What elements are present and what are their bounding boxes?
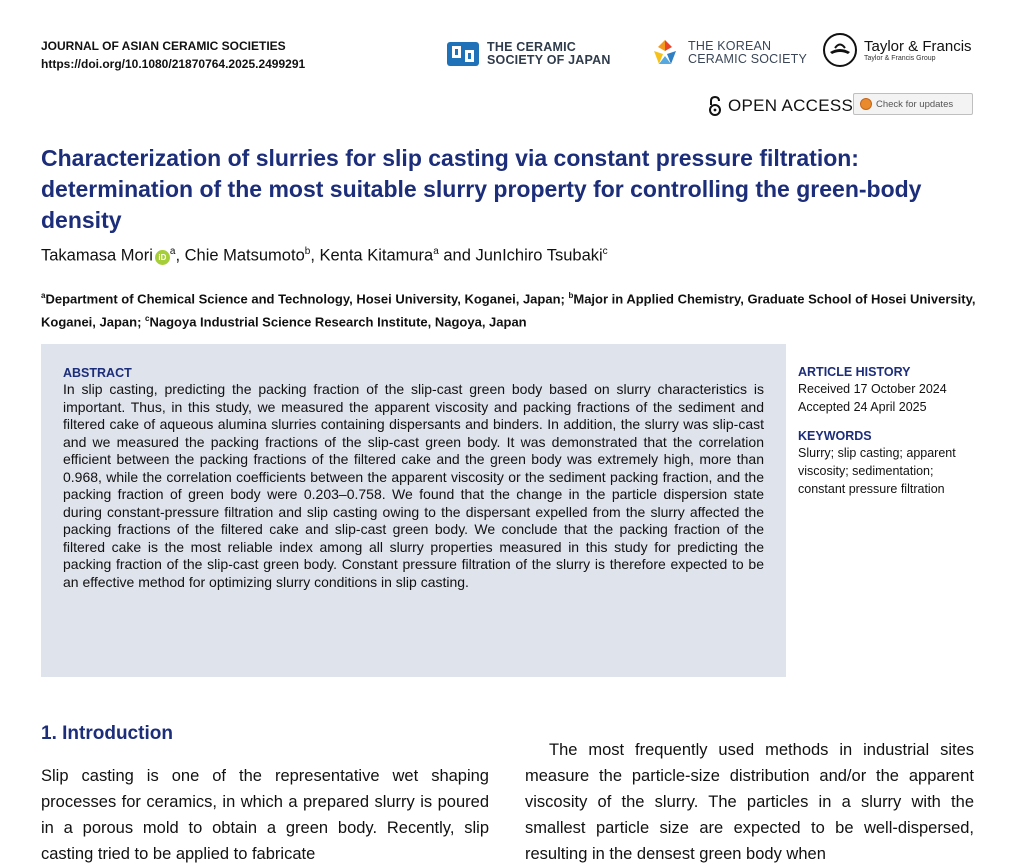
ceramic-japan-line1: THE CERAMIC bbox=[487, 40, 577, 54]
affil-sup: c bbox=[145, 314, 150, 324]
tf-group: Taylor & Francis Group bbox=[864, 55, 936, 62]
journal-name: JOURNAL OF ASIAN CERAMIC SOCIETIES bbox=[41, 39, 286, 53]
author-name[interactable]: JunIchiro Tsubaki bbox=[475, 246, 603, 265]
orcid-icon[interactable]: iD bbox=[155, 250, 170, 265]
affil-sup: b bbox=[568, 291, 574, 300]
author-name[interactable]: Chie Matsumoto bbox=[184, 246, 305, 265]
keywords-heading: KEYWORDS bbox=[798, 429, 872, 443]
author-affil-sup: b bbox=[304, 246, 311, 257]
body-text-left-column: Slip casting is one of the representative wet shaping processes for ceramics, in which a prepared slurry is poured in a porous mold to obtain a green body. Recently, slip casting tried to be applied to fabricate bbox=[41, 767, 489, 863]
taylor-francis-icon bbox=[822, 32, 858, 68]
author-name[interactable]: Kenta Kitamura bbox=[319, 246, 434, 265]
author-name[interactable]: Takamasa Mori bbox=[41, 246, 153, 265]
korean-line1: THE KOREAN bbox=[688, 39, 772, 53]
abstract-heading: ABSTRACT bbox=[63, 366, 132, 380]
doi-link[interactable]: https://doi.org/10.1080/21870764.2025.2499291 bbox=[41, 57, 306, 71]
author-conjunction: and bbox=[438, 246, 476, 265]
affil-text: Department of Chemical Science and Technology, Hosei University, Koganei, Japan; bbox=[45, 291, 569, 307]
article-history-heading: ARTICLE HISTORY bbox=[798, 365, 911, 379]
affiliations bbox=[41, 286, 976, 333]
journal-header bbox=[41, 37, 305, 73]
author-list bbox=[41, 246, 608, 266]
author-affil-sup: a bbox=[169, 246, 176, 257]
ceramic-japan-line2: SOCIETY OF JAPAN bbox=[487, 53, 611, 67]
section-heading-introduction: 1. Introduction bbox=[41, 723, 173, 744]
check-updates-label: Check for updates bbox=[876, 98, 954, 110]
korean-ceramic-society-logo[interactable] bbox=[650, 38, 807, 68]
body-text-right-column: The most frequently used methods in industrial sites measure the particle-size distribution and/or the apparent viscosity of the slurry. The particles in a slurry with the smallest particle size are expected to be well-dispersed, resulting in the densest green body when bbox=[525, 741, 974, 863]
affil-sup: a bbox=[41, 291, 46, 300]
affil-text: Nagoya Industrial Science Research Institute, Nagoya, Japan bbox=[149, 314, 527, 330]
ceramic-japan-icon bbox=[446, 41, 480, 67]
author-separator: , bbox=[310, 246, 320, 265]
open-access-badge bbox=[708, 96, 853, 116]
korean-line2: CERAMIC SOCIETY bbox=[688, 52, 807, 66]
accepted-date: Accepted 24 April 2025 bbox=[798, 400, 927, 414]
korean-ceramic-icon bbox=[650, 38, 680, 68]
open-access-label: OPEN ACCESS bbox=[728, 96, 854, 115]
open-lock-icon bbox=[708, 96, 722, 116]
affil-text: Major in Applied Chemistry, Graduate School of Hosei University, Koganei, Japan; bbox=[41, 291, 976, 330]
tf-name: Taylor & Francis bbox=[864, 38, 972, 55]
article-info-sidebar bbox=[798, 364, 983, 498]
article-title: Characterization of slurries for slip casting via constant pressure filtration: determination of the most suitable slurry property for controlling the green-body density bbox=[41, 145, 922, 233]
author-separator: , bbox=[175, 246, 185, 265]
check-for-updates-button[interactable] bbox=[853, 93, 973, 115]
author-affil-sup: a bbox=[433, 246, 439, 257]
keywords-list: Slurry; slip casting; apparent viscosity; sedimentation; constant pressure filtration bbox=[798, 446, 956, 496]
update-status-icon bbox=[860, 98, 872, 110]
received-date: Received 17 October 2024 bbox=[798, 382, 947, 396]
abstract-text: In slip casting, predicting the packing fraction of the slip-cast green body based on slurry characteristics is important. Thus, in this study, we measured the apparent viscosity and packing fractions of the sediment and filtered cake of aqueous alumina slurries containing dispersants and binders. In addition, the slurry was slip-cast and we measured the packing fractions of the slip-cast green body. It was demonstrated that the correlation efficient between the packing fractions of the filtered cake and the green body was extremely high, more than 0.968, while the correlation coefficients between the apparent viscosity or the sediment packing fraction, and the packing fraction of green body were 0.203–0.758. We found that the change in the particle dispersion state during constant-pressure filtration and slip casting owing to the dispersant expelled from the slurry affected the packing fractions of the filtered cake and slip-cast green body. We conclude that the packing fraction of the filtered cake is the most reliable index among all slurry properties measured in this study for predicting the packing fraction of the slip-cast green body. Constant pressure filtration of the slurry is therefore expected to be an effective method for optimizing slurry conditions in slip casting. bbox=[63, 381, 764, 590]
abstract-box bbox=[41, 344, 786, 677]
ceramic-society-japan-logo[interactable] bbox=[446, 41, 611, 67]
author-affil-sup: c bbox=[602, 246, 608, 257]
taylor-francis-logo[interactable] bbox=[822, 32, 972, 68]
